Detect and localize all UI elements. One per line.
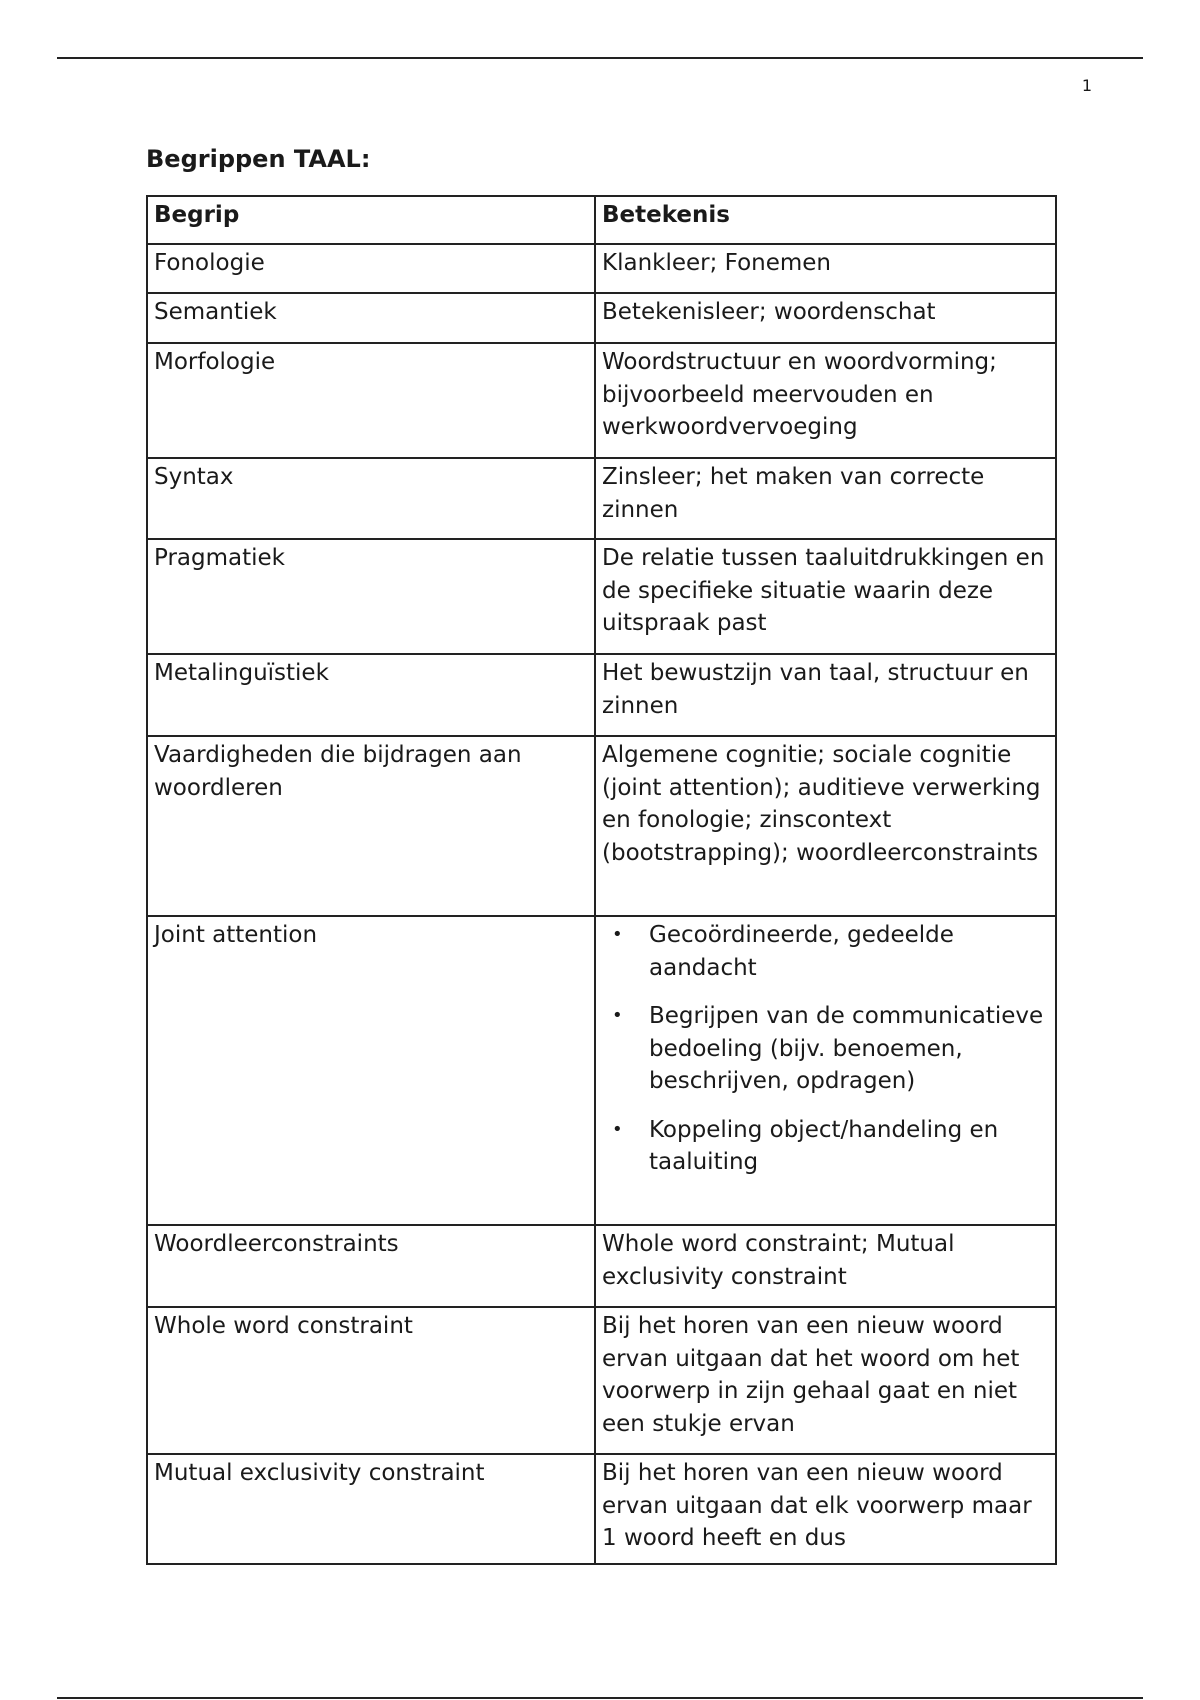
meaning-cell: Het bewustzijn van taal, structuur en zinnen	[595, 654, 1056, 736]
meaning-cell: Whole word constraint; Mutual exclusivity constraint	[595, 1225, 1056, 1307]
table-row	[147, 654, 1056, 736]
meaning-cell: Bij het horen van een nieuw woord ervan uitgaan dat elk voorwerp maar 1 woord heeft en dus	[595, 1454, 1056, 1564]
list-item: • Gecoördineerde, gedeelde aandacht	[649, 919, 1049, 984]
terms-table	[146, 195, 1057, 1565]
term-cell: Vaardigheden die bijdragen aan woordleren	[147, 736, 595, 916]
meaning-cell: Betekenisleer; woordenschat	[595, 293, 1056, 343]
table-row	[147, 1225, 1056, 1307]
bullet-list	[602, 919, 1049, 1179]
table-row	[147, 916, 1056, 1225]
page-number: 1	[1081, 76, 1092, 95]
meaning-cell: Klankleer; Fonemen	[595, 244, 1056, 293]
header-term: Begrip	[147, 196, 595, 244]
table-row	[147, 1454, 1056, 1564]
table-row	[147, 458, 1056, 539]
header-rule	[57, 57, 1143, 59]
meaning-cell: De relatie tussen taaluitdrukkingen en de specifieke situatie waarin deze uitspraak past	[595, 539, 1056, 654]
table-header-row	[147, 196, 1056, 244]
term-cell: Fonologie	[147, 244, 595, 293]
term-cell: Syntax	[147, 458, 595, 539]
table-row	[147, 293, 1056, 343]
page-title: Begrippen TAAL:	[146, 145, 371, 173]
meaning-cell	[595, 916, 1056, 1225]
meaning-cell: Algemene cognitie; sociale cognitie (joint attention); auditieve verwerking en fonologie; zinscontext (bootstrapping); woordleerconstraints	[595, 736, 1056, 916]
term-cell: Morfologie	[147, 343, 595, 458]
table-row	[147, 539, 1056, 654]
term-cell: Whole word constraint	[147, 1307, 595, 1454]
term-cell: Semantiek	[147, 293, 595, 343]
table-row	[147, 244, 1056, 293]
table-row	[147, 736, 1056, 916]
term-cell: Mutual exclusivity constraint	[147, 1454, 595, 1564]
term-cell: Joint attention	[147, 916, 595, 1225]
header-meaning: Betekenis	[595, 196, 1056, 244]
table-row	[147, 343, 1056, 458]
meaning-cell: Woordstructuur en woordvorming; bijvoorbeeld meervouden en werkwoordvervoeging	[595, 343, 1056, 458]
meaning-cell: Bij het horen van een nieuw woord ervan uitgaan dat het woord om het voorwerp in zijn gehaal gaat en niet een stukje ervan	[595, 1307, 1056, 1454]
term-cell: Woordleerconstraints	[147, 1225, 595, 1307]
term-cell: Pragmatiek	[147, 539, 595, 654]
list-item: • Begrijpen van de communicatieve bedoeling (bijv. benoemen, beschrijven, opdragen)	[649, 1000, 1049, 1098]
term-cell: Metalinguïstiek	[147, 654, 595, 736]
footer-rule	[57, 1697, 1143, 1699]
table-row	[147, 1307, 1056, 1454]
list-item: • Koppeling object/handeling en taaluiting	[649, 1114, 1049, 1179]
meaning-cell: Zinsleer; het maken van correcte zinnen	[595, 458, 1056, 539]
